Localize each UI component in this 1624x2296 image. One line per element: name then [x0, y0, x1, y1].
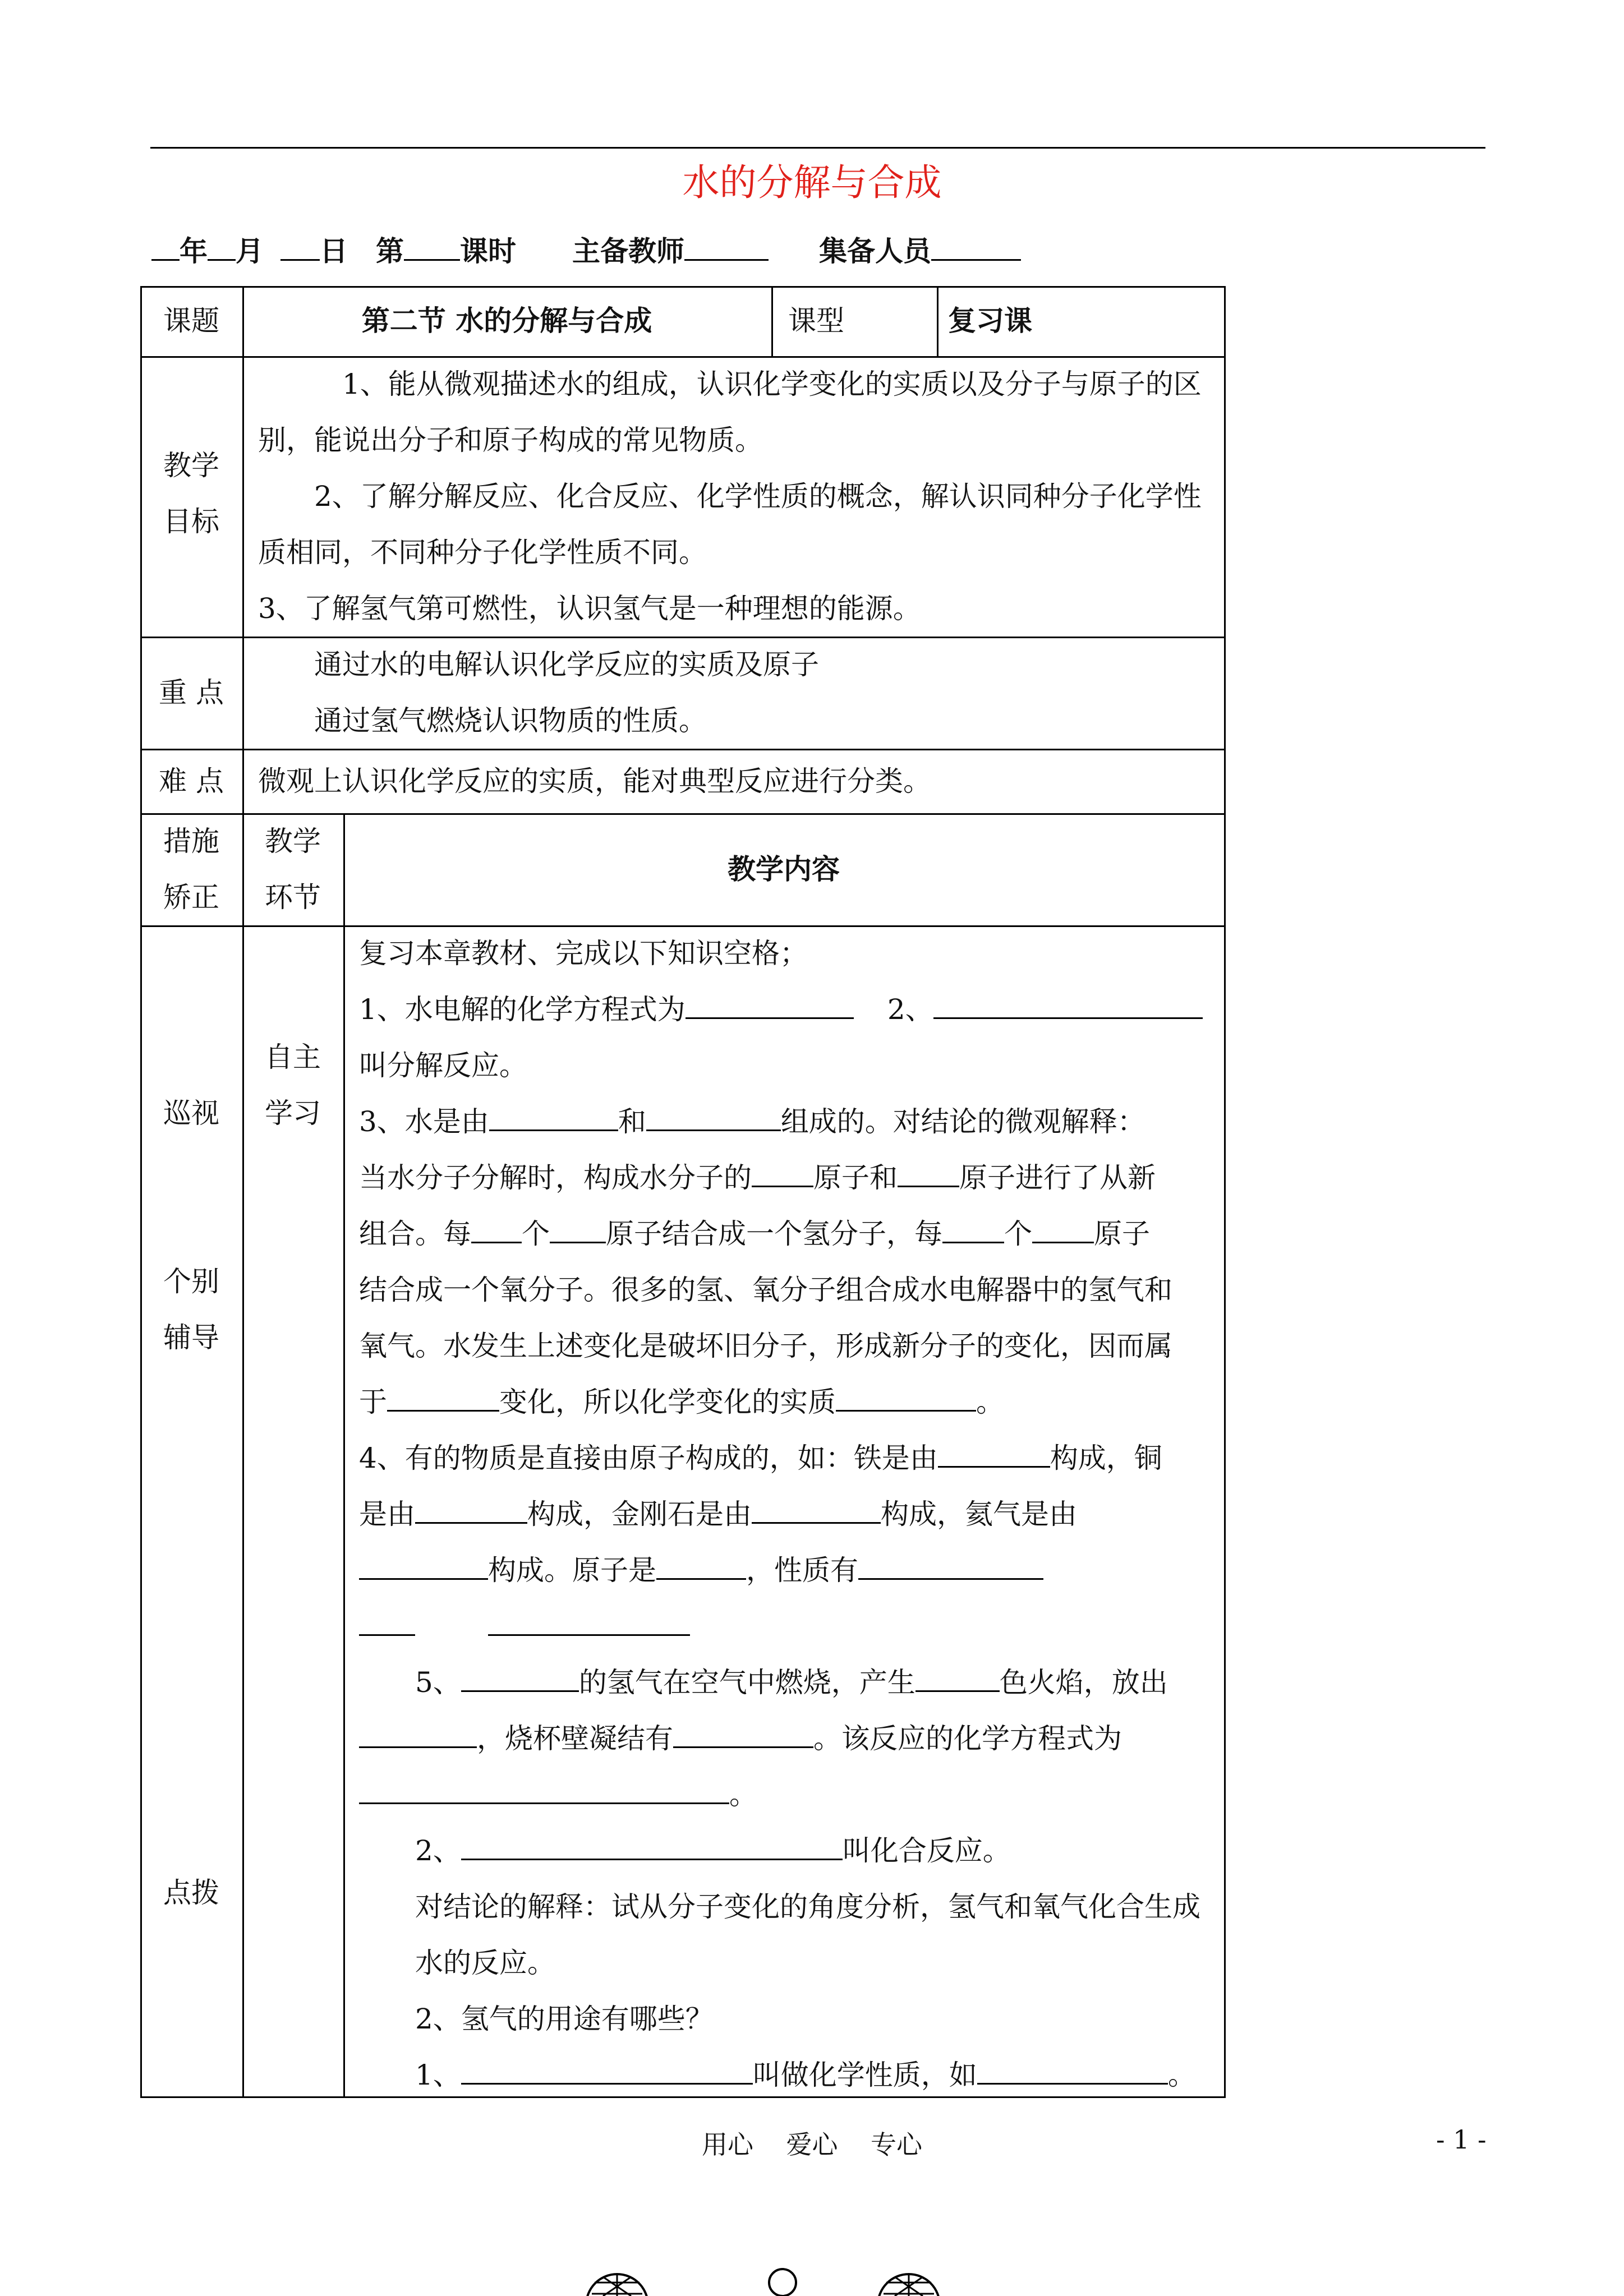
- top-rule: [150, 147, 1485, 149]
- difficulty-label: 难 点: [159, 765, 224, 797]
- key-points-label: 重 点: [159, 676, 224, 709]
- goal-item: 2、了解分解反应、化合反应、化学性质的概念，解认识同种分子化学性质相同，不同种分子化学性质不同。: [258, 480, 1202, 569]
- header-period: 课时: [460, 235, 516, 268]
- globe-emblem-icon: [583, 2271, 651, 2296]
- col-content: 教学内容: [728, 853, 840, 886]
- header-day: 日: [320, 235, 348, 268]
- type-value: 复习课: [948, 305, 1032, 337]
- note-individual: 个别 辅导: [163, 1265, 219, 1354]
- goals-label: 教学 目标: [163, 449, 219, 538]
- topic-value: 第二节 水的分解与合成: [361, 305, 652, 337]
- header-lead-teacher: 主备教师: [572, 235, 684, 268]
- goals-list: [258, 356, 1212, 637]
- topic-label: 课题: [163, 305, 219, 337]
- key-point-item: 通过水的电解认识化学反应的实质及原子: [314, 648, 819, 681]
- key-point-item: 通过氢气燃烧认识物质的性质。: [314, 704, 707, 737]
- key-points: [314, 637, 1212, 749]
- goal-item: 1、能从微观描述水的组成，认识化学变化的实质以及分子与原子的区别，能说出分子和原子构成的常见物质。: [258, 368, 1202, 457]
- stage-self-study: 自主 学习: [265, 1041, 321, 1129]
- document-title: 水的分解与合成: [682, 161, 942, 204]
- page-number: - 1 -: [1436, 2124, 1487, 2155]
- note-guidance: 点拨: [163, 1877, 219, 1909]
- difficulty-text: 微观上认识化学反应的实质，能对典型反应进行分类。: [258, 765, 931, 797]
- header-di: 第: [376, 235, 404, 268]
- header-line: [151, 229, 1021, 269]
- col-stage: 教学 环节: [265, 825, 321, 914]
- content-body: 复习本章教材、完成以下知识空格； 1、水电解的化学方程式为 2、 叫分解反应。 3、水是由 和 组成的。对结论的微观解释： 当水分子分解时，构成水分子的 原子和 原子进行了从新 组合。每 个 原子结合成一个氢分子，每 个 原子 结合成一个氧分子。很多的氢、氧分子组合成水电解器中的氢气和 氧气。水发生上述变化是破坏旧分子，形成新分子的变化，因而属 于 变化，所以化学变化的实质 。 4、有的物质是直接由原子构成的，如：铁是由 构成，铜 是由 构成，金刚石是由 构成，氦气是由 构成。原子是 ，性质有 5、 的氢气在空气中燃烧，产生 色火焰，放出 ，烧杯壁凝结有 。该反应的化学方程式为 。 2、 叫化合反应。 对结论的解释：试从分子变化的角度分析，氢气和氧气化合生成水的反应。 2、氢气的用途有哪些？ 1、 叫做化学性质，如 。: [359, 925, 1217, 2103]
- header-prep-staff: 集备人员: [819, 235, 931, 268]
- lesson-plan-table: [140, 286, 1226, 2097]
- note-patrol: 巡视: [163, 1097, 219, 1129]
- col-measures: 措施 矫正: [163, 825, 219, 914]
- type-label: 课型: [788, 305, 844, 337]
- goal-item: 3、了解氢气第可燃性，认识氢气是一种理想的能源。: [258, 592, 921, 625]
- header-month: 月: [236, 235, 264, 268]
- globe-emblem-icon: [875, 2271, 942, 2296]
- header-year: 年: [180, 235, 208, 268]
- figure-emblem-icon: [763, 2266, 802, 2296]
- footer-motto: 用心 爱心 专心: [702, 2129, 922, 2160]
